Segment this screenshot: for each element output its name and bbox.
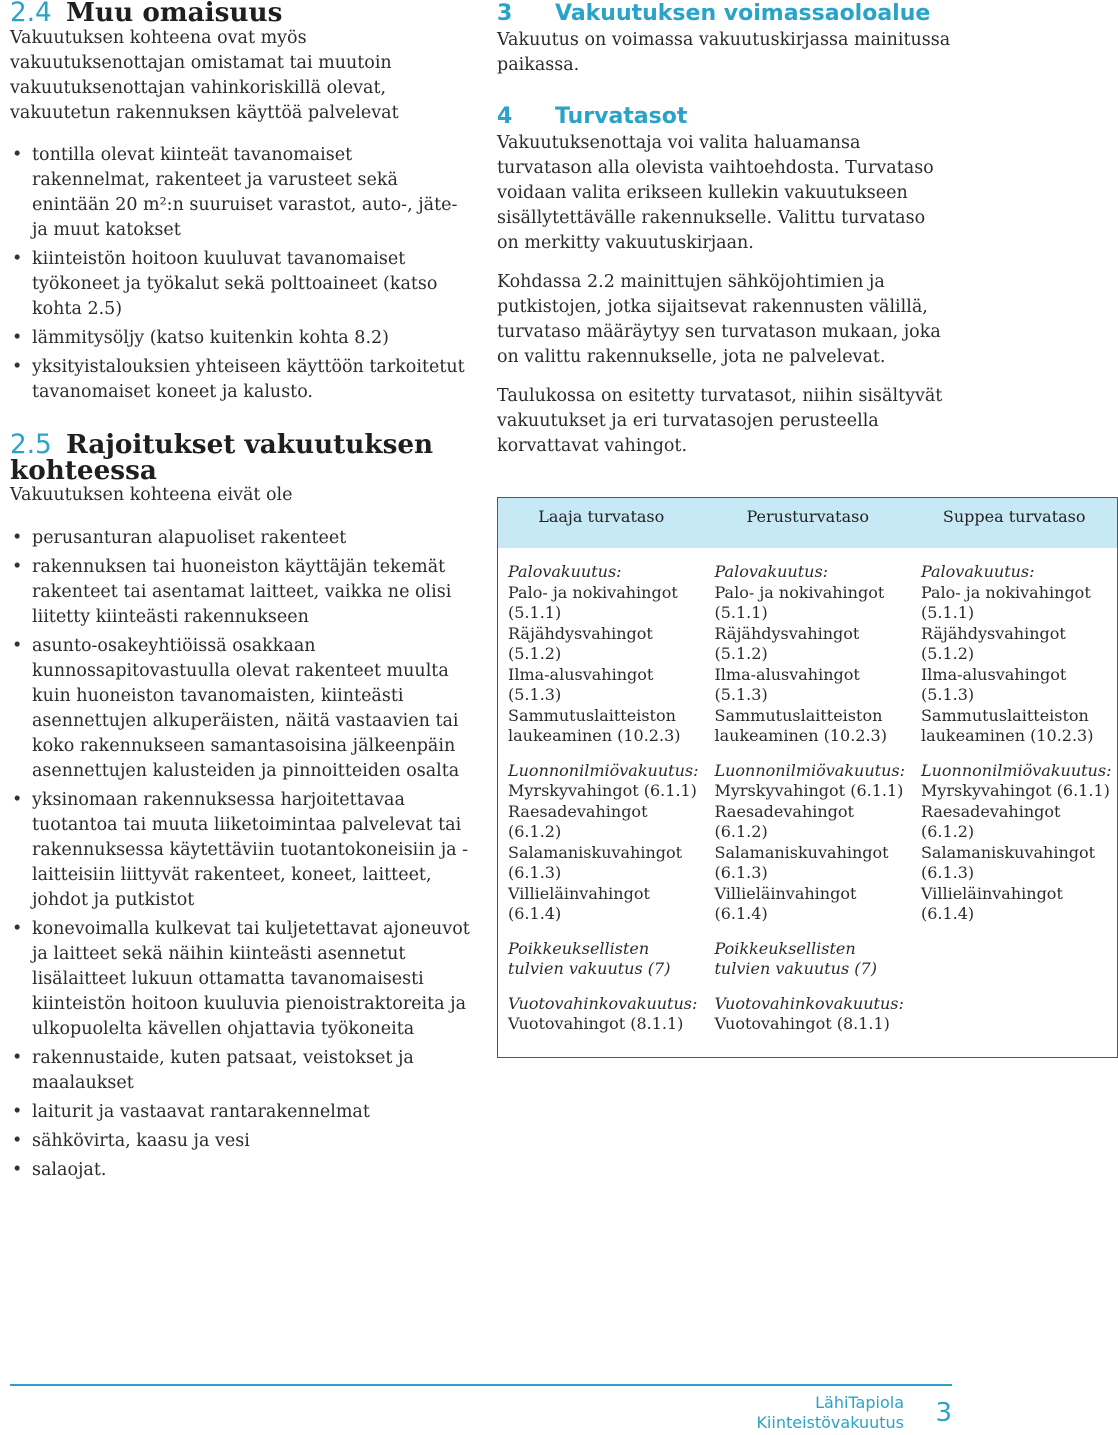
coverage-item: Villieläinvahingot (6.1.4): [714, 883, 857, 923]
fire-insurance-group: [714, 562, 904, 747]
section-4-paragraph-3: Taulukossa on esitetty turvatasot, niihin sisältyvät vakuutukset ja eri turvatasojen perusteella korvattavat vahingot.: [497, 386, 943, 456]
section-title: Muu omaisuus: [66, 0, 283, 28]
section-number: 2.4: [10, 0, 52, 28]
coverage-item: Ilma-alusvahingot (5.1.3): [920, 664, 1067, 704]
section-4-heading: [497, 103, 952, 131]
coverage-item: Sammutuslaitteiston laukeaminen (10.2.3): [920, 705, 1094, 745]
left-column: [10, 0, 472, 1187]
group-label: Luonnonilmiövakuutus:: [508, 760, 699, 780]
list-item: • rakennuksen tai huoneiston käyttäjän tekemät rakenteet tai asentamat laitteet, vaikka ne olisi liitetty kiinteästi rakennukseen: [10, 555, 472, 630]
coverage-item: Raesadevahingot (6.1.2): [920, 801, 1061, 841]
coverage-item: Räjähdysvahingot (5.1.2): [508, 623, 653, 663]
column-suppea: [911, 548, 1118, 1057]
footer-brand: [756, 1393, 904, 1433]
list-item: • yksityistalouksien yhteiseen käyttöön tarkoitetut tavanomaiset koneet ja kalusto.: [10, 355, 472, 405]
group-label: Palovakuutus:: [920, 562, 1035, 581]
coverage-item: Palo- ja nokivahingot (5.1.1): [920, 582, 1091, 622]
coverage-item: Salamaniskuvahingot (6.1.3): [714, 842, 889, 882]
brand-product: Kiinteistövakuutus: [756, 1413, 904, 1432]
coverage-item: Räjähdysvahingot (5.1.2): [920, 623, 1066, 663]
coverage-item: Vuotovahingot (8.1.1): [508, 1014, 684, 1033]
section-3-text: Vakuutus on voimassa vakuutuskirjassa mainitussa paikassa.: [497, 30, 951, 75]
list-item: • rakennustaide, kuten patsaat, veistokset ja maalaukset: [10, 1046, 472, 1096]
list-item: • laiturit ja vastaavat rantarakennelmat: [10, 1100, 472, 1125]
section-number: 4: [497, 104, 513, 129]
list-item: • perusanturan alapuoliset rakenteet: [10, 526, 472, 551]
list-item: • lämmitysöljy (katso kuitenkin kohta 8.2): [10, 326, 472, 351]
section-title: Rajoitukset vakuutuksen kohteessa: [10, 429, 434, 486]
exceptional-flood-group: [714, 939, 904, 980]
nature-insurance-group: [921, 761, 1111, 925]
footer-divider: [10, 1384, 952, 1386]
group-label: Vuotovahinkovakuutus:: [714, 993, 904, 1013]
section-title: Vakuutuksen voimassaoloalue: [555, 1, 931, 26]
group-label: Palovakuutus:: [508, 562, 622, 581]
coverage-item: Villieläinvahingot (6.1.4): [508, 883, 650, 923]
column-header-perus: Perusturvataso: [704, 498, 910, 549]
section-2-5-intro: Vakuutuksen kohteena eivät ole: [10, 485, 293, 505]
group-label: Luonnonilmiövakuutus:: [920, 760, 1112, 780]
column-perus: [704, 548, 910, 1057]
list-item: • konevoimalla kulkevat tai kuljetettavat ajoneuvot ja laitteet sekä näihin kiinteästi asennetut lisälaitteet lukuun ottamatta tavanomaisesti kiinteistön hoitoon kuuluvia pienoistraktoreita ja ulkopuolelta kävellen ohjattavia työkoneita: [10, 917, 472, 1042]
right-column: [497, 0, 952, 459]
coverage-item: Vuotovahingot (8.1.1): [714, 1014, 890, 1033]
section-2-5-heading: [10, 429, 472, 486]
group-label: Poikkeuksellisten tulvien vakuutus (7): [714, 938, 877, 978]
coverage-item: Sammutuslaitteiston laukeaminen (10.2.3): [714, 705, 887, 745]
coverage-item: Myrskyvahingot (6.1.1): [714, 781, 904, 800]
column-laaja: [498, 548, 705, 1057]
list-item: • sähkövirta, kaasu ja vesi: [10, 1129, 472, 1154]
security-level-table: [497, 497, 1118, 1058]
leak-insurance-group: [508, 994, 698, 1035]
section-2-4-heading: [10, 0, 472, 26]
section-3-heading: [497, 0, 952, 28]
section-2-4-list: [10, 143, 472, 405]
coverage-item: Ilma-alusvahingot (5.1.3): [714, 664, 860, 704]
fire-insurance-group: [921, 562, 1111, 747]
list-item: • tontilla olevat kiinteät tavanomaiset rakennelmat, rakenteet ja varusteet sekä enintään 20 m²:n suuruiset varastot, auto-, jäte- ja muut katokset: [10, 143, 472, 243]
column-header-laaja: Laaja turvataso: [498, 498, 705, 549]
exceptional-flood-group: [508, 939, 698, 980]
leak-insurance-group: [714, 994, 904, 1035]
coverage-item: Myrskyvahingot (6.1.1): [508, 781, 697, 800]
group-label: Palovakuutus:: [714, 562, 829, 581]
nature-insurance-group: [508, 761, 698, 925]
group-label: Luonnonilmiövakuutus:: [714, 760, 905, 780]
list-item: • asunto-osakeyhtiöissä osakkaan kunnossapitovastuulla olevat rakenteet muulta kuin huoneiston tavanomaisten, kiinteästi asennettujen alkuperäisten, näitä vastaavien tai koko rakennukseen samantasoisina jälkeenpäin asennettujen kalusteiden ja pinnoitteiden osalta: [10, 634, 472, 784]
nature-insurance-group: [714, 761, 904, 925]
table-row: [498, 548, 1118, 1057]
coverage-item: Palo- ja nokivahingot (5.1.1): [714, 582, 885, 622]
coverage-item: Villieläinvahingot (6.1.4): [920, 883, 1063, 923]
coverage-item: Sammutuslaitteiston laukeaminen (10.2.3): [508, 705, 681, 745]
fire-insurance-group: [508, 562, 698, 747]
brand-name: LähiTapiola: [815, 1393, 904, 1412]
coverage-item: Palo- ja nokivahingot (5.1.1): [508, 582, 678, 622]
group-label: Vuotovahinkovakuutus:: [508, 993, 698, 1013]
group-label: Poikkeuksellisten tulvien vakuutus (7): [508, 938, 671, 978]
coverage-item: Myrskyvahingot (6.1.1): [920, 781, 1110, 800]
list-item: • salaojat.: [10, 1158, 472, 1183]
section-4-paragraph-1: Vakuutuksenottaja voi valita haluamansa turvatason alla olevista vaihtoehdosta. Turvataso voidaan valita erikseen kullekin vakuutukseen sisällytettävälle rakennukselle. Valittu turvataso on merkitty vakuutuskirjaan.: [497, 133, 934, 253]
coverage-item: Ilma-alusvahingot (5.1.3): [508, 664, 654, 704]
section-number: 2.5: [10, 430, 52, 460]
section-title: Turvatasot: [555, 104, 688, 129]
coverage-item: Räjähdysvahingot (5.1.2): [714, 623, 860, 663]
page-number: 3: [935, 1398, 952, 1428]
coverage-item: Raesadevahingot (6.1.2): [508, 801, 648, 841]
coverage-item: Raesadevahingot (6.1.2): [714, 801, 854, 841]
coverage-item: Salamaniskuvahingot (6.1.3): [508, 842, 683, 882]
section-2-5-list: [10, 526, 472, 1183]
column-header-suppea: Suppea turvataso: [911, 498, 1118, 549]
section-2-4-intro: Vakuutuksen kohteena ovat myös vakuutuksenottajan omistamat tai muutoin vakuutuksenottajan vahinkoriskillä olevat, vakuutetun rakennuksen käyttöä palvelevat: [10, 28, 399, 123]
list-item: • yksinomaan rakennuksessa harjoitettavaa tuotantoa tai muuta liiketoimintaa palvelevat tai rakennuksessa käytettäviin tuotantokoneisiin ja -laitteisiin liittyvät rakenteet, koneet, laitteet, johdot ja putkistot: [10, 788, 472, 913]
section-4-paragraph-2: Kohdassa 2.2 mainittujen sähköjohtimien ja putkistojen, jotka sijaitsevat rakennusten välillä, turvataso määräytyy sen turvatason mukaan, joka on valittu rakennukselle, jota ne palvelevat.: [497, 272, 941, 367]
table-header-row: [498, 498, 1118, 549]
coverage-item: Salamaniskuvahingot (6.1.3): [920, 842, 1096, 882]
list-item: • kiinteistön hoitoon kuuluvat tavanomaiset työkoneet ja työkalut sekä polttoaineet (katso kohta 2.5): [10, 247, 472, 322]
section-number: 3: [497, 1, 513, 26]
